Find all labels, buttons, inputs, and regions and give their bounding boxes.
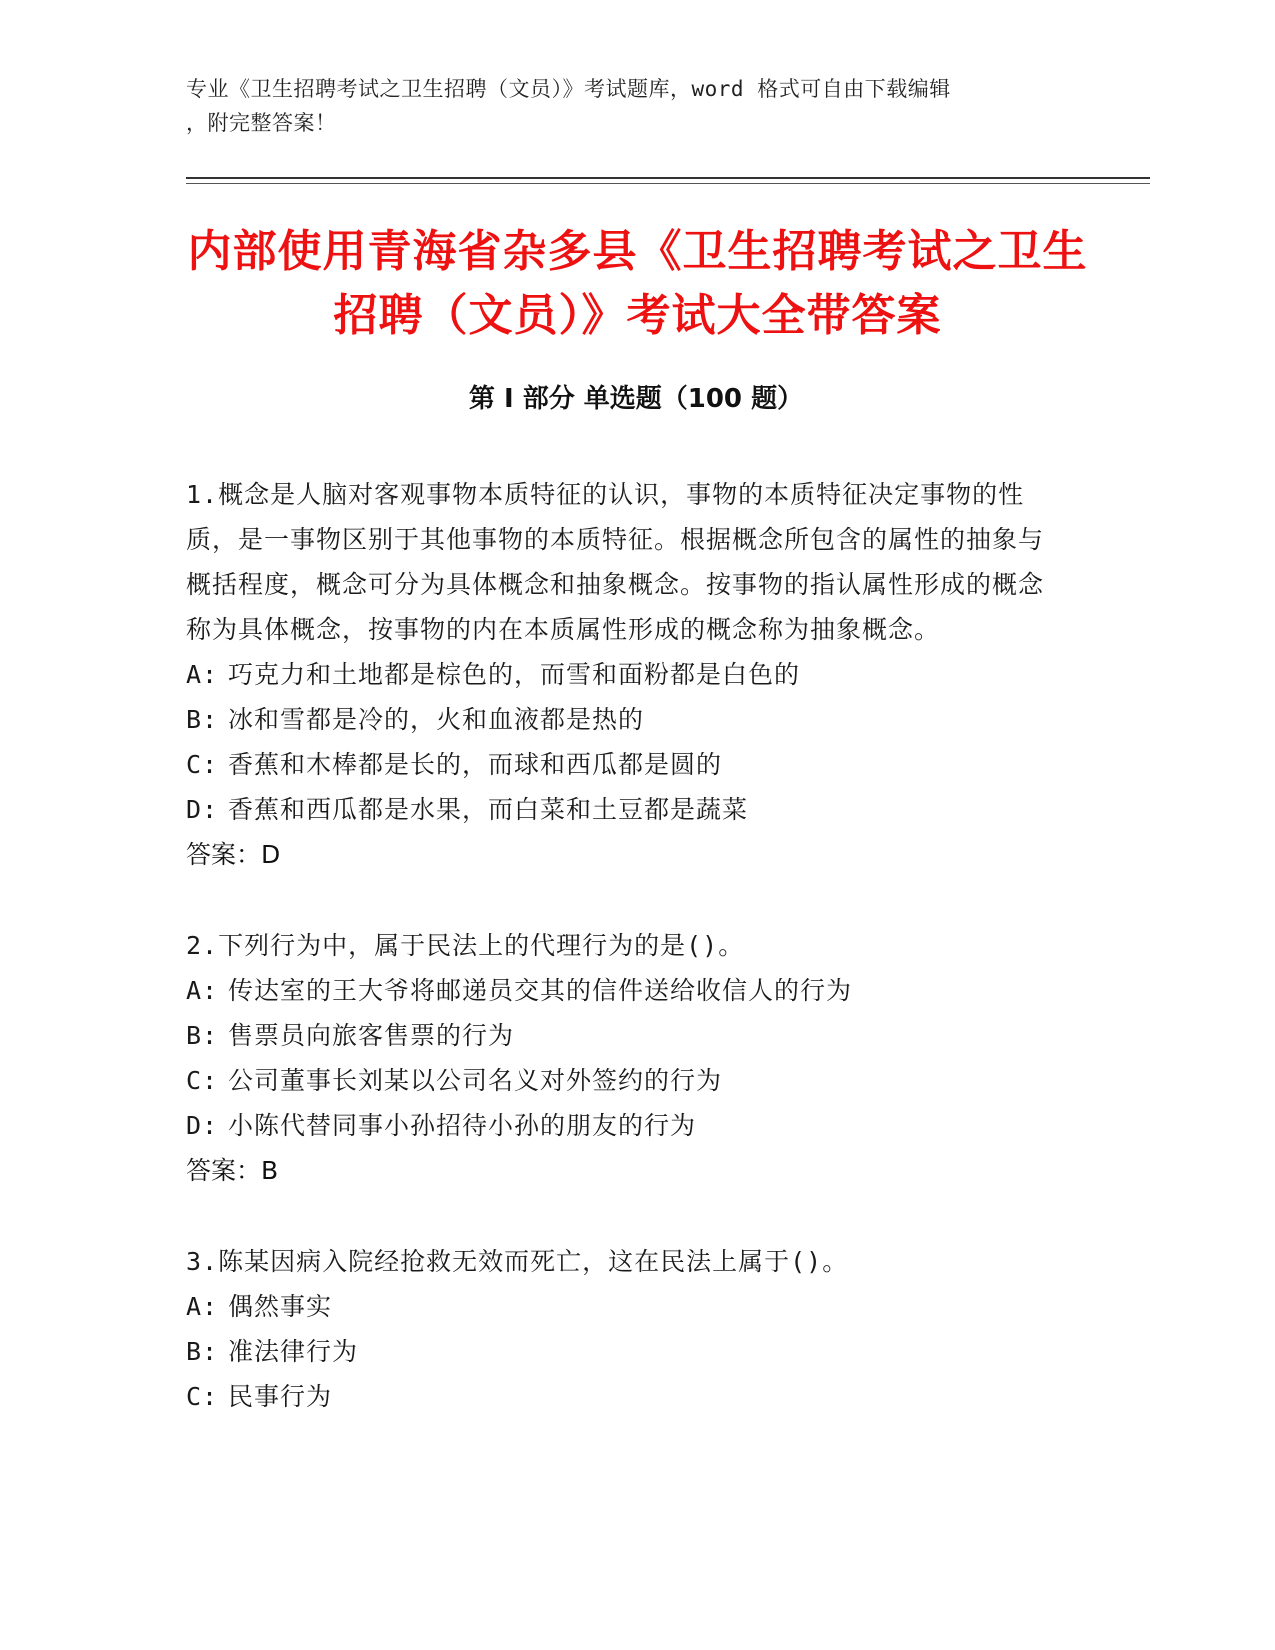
section-heading: 第 I 部分 单选题（100 题）: [468, 384, 804, 414]
option-text: 偶然事实: [228, 1292, 333, 1321]
question-text: 3.陈某因病入院经抢救无效而死亡，这在民法上属于()。: [186, 1247, 849, 1276]
answer: 答案：B: [186, 1156, 279, 1185]
question-list: [186, 472, 1066, 1465]
document-title: 内部使用青海省杂多县《卫生招聘考试之卫生招聘（文员）》考试大全带答案: [187, 226, 1088, 341]
option-c: [186, 1058, 1066, 1103]
option-label: C:: [186, 1382, 219, 1411]
option-text: 香蕉和木棒都是长的，而球和西瓜都是圆的: [228, 750, 723, 779]
option-label: A:: [186, 660, 219, 689]
answer: 答案：D: [186, 840, 281, 869]
option-label: A:: [186, 1292, 219, 1321]
option-label: C:: [186, 1066, 219, 1095]
header-divider-thin: [186, 183, 1150, 184]
option-d: [186, 787, 1066, 832]
option-a: [186, 1284, 1066, 1329]
question-3: [186, 1239, 1066, 1419]
option-label: D:: [186, 1111, 219, 1140]
option-text: 售票员向旅客售票的行为: [228, 1021, 515, 1050]
option-text: 巧克力和土地都是棕色的，而雪和面粉都是白色的: [228, 660, 801, 689]
option-d: [186, 1103, 1066, 1148]
option-label: A:: [186, 976, 219, 1005]
option-b: [186, 1013, 1066, 1058]
header-divider-thick: [186, 177, 1150, 179]
option-text: 准法律行为: [228, 1337, 359, 1366]
option-label: C:: [186, 750, 219, 779]
option-label: D:: [186, 795, 219, 824]
option-b: [186, 697, 1066, 742]
option-label: B:: [186, 1021, 219, 1050]
option-b: [186, 1329, 1066, 1374]
option-text: 公司董事长刘某以公司名义对外签约的行为: [228, 1066, 723, 1095]
option-label: B:: [186, 705, 219, 734]
question-text: 1.概念是人脑对客观事物本质特征的认识，事物的本质特征决定事物的性质，是一事物区别于其他事物的本质特征。根据概念所包含的属性的抽象与概括程度，概念可分为具体概念和抽象概念。按事物的指认属性形成的概念称为具体概念，按事物的内在本质属性形成的概念称为抽象概念。: [186, 480, 1045, 644]
option-c: [186, 1374, 1066, 1419]
option-a: [186, 652, 1066, 697]
header-note: 专业《卫生招聘考试之卫生招聘（文员）》考试题库，word 格式可自由下载编辑 ，附完整答案！: [186, 77, 951, 135]
option-text: 传达室的王大爷将邮递员交其的信件送给收信人的行为: [228, 976, 853, 1005]
question-text: 2.下列行为中，属于民法上的代理行为的是()。: [186, 931, 745, 960]
option-a: [186, 968, 1066, 1013]
question-1: [186, 472, 1066, 877]
option-label: B:: [186, 1337, 219, 1366]
option-text: 香蕉和西瓜都是水果，而白菜和土豆都是蔬菜: [228, 795, 749, 824]
option-text: 冰和雪都是冷的，火和血液都是热的: [228, 705, 645, 734]
option-text: 小陈代替同事小孙招待小孙的朋友的行为: [228, 1111, 697, 1140]
option-text: 民事行为: [228, 1382, 333, 1411]
option-c: [186, 742, 1066, 787]
question-2: [186, 923, 1066, 1193]
